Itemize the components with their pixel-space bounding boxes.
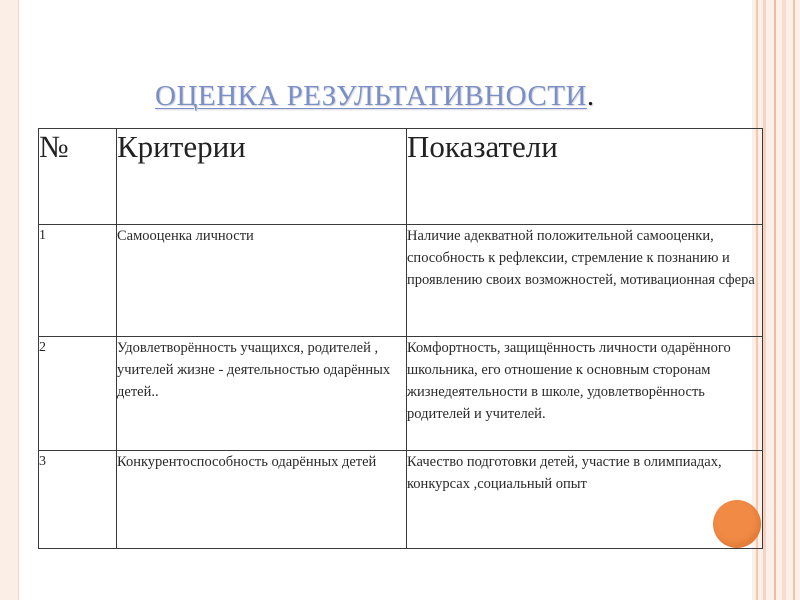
stripe <box>793 0 795 600</box>
stripe <box>774 0 776 600</box>
stripe <box>782 0 786 600</box>
table-row <box>39 451 763 549</box>
row-number: 2 <box>39 337 117 451</box>
criteria-table <box>38 128 763 549</box>
row-indicators: Качество подготовки детей, участие в олимпиадах, конкурсах ,социальный опыт <box>407 451 763 549</box>
table-header-row <box>39 129 763 225</box>
row-number: 1 <box>39 225 117 337</box>
stripe <box>763 0 766 600</box>
table-row <box>39 337 763 451</box>
row-criteria: Конкурентоспособность одарённых детей <box>117 451 407 549</box>
left-edge-decoration <box>0 0 18 600</box>
row-number: 3 <box>39 451 117 549</box>
header-indicators: Показатели <box>407 129 763 225</box>
left-edge-line <box>18 0 19 600</box>
row-indicators: Комфортность, защищённость личности одарённого школьника, его отношение к основным сторонам жизнедеятельности в школе, удовлетворённость родителей и учителей. <box>407 337 763 451</box>
slide-title-period: . <box>586 80 595 112</box>
table-row <box>39 225 763 337</box>
orange-circle-decoration <box>713 500 761 548</box>
header-criteria: Критерии <box>117 129 407 225</box>
row-criteria: Удовлетворённость учащихся, родителей , учителей жизне - деятельностью одарённых детей.. <box>117 337 407 451</box>
slide-title-text: ОЦЕНКА РЕЗУЛЬТАТИВНОСТИ <box>155 80 587 112</box>
row-criteria: Самооценка личности <box>117 225 407 337</box>
slide-title <box>155 80 595 113</box>
header-number: № <box>39 129 117 225</box>
row-indicators: Наличие адекватной положительной самооценки, способность к рефлексии, стремление к познанию и проявлению своих возможностей, мотивационная сфера <box>407 225 763 337</box>
